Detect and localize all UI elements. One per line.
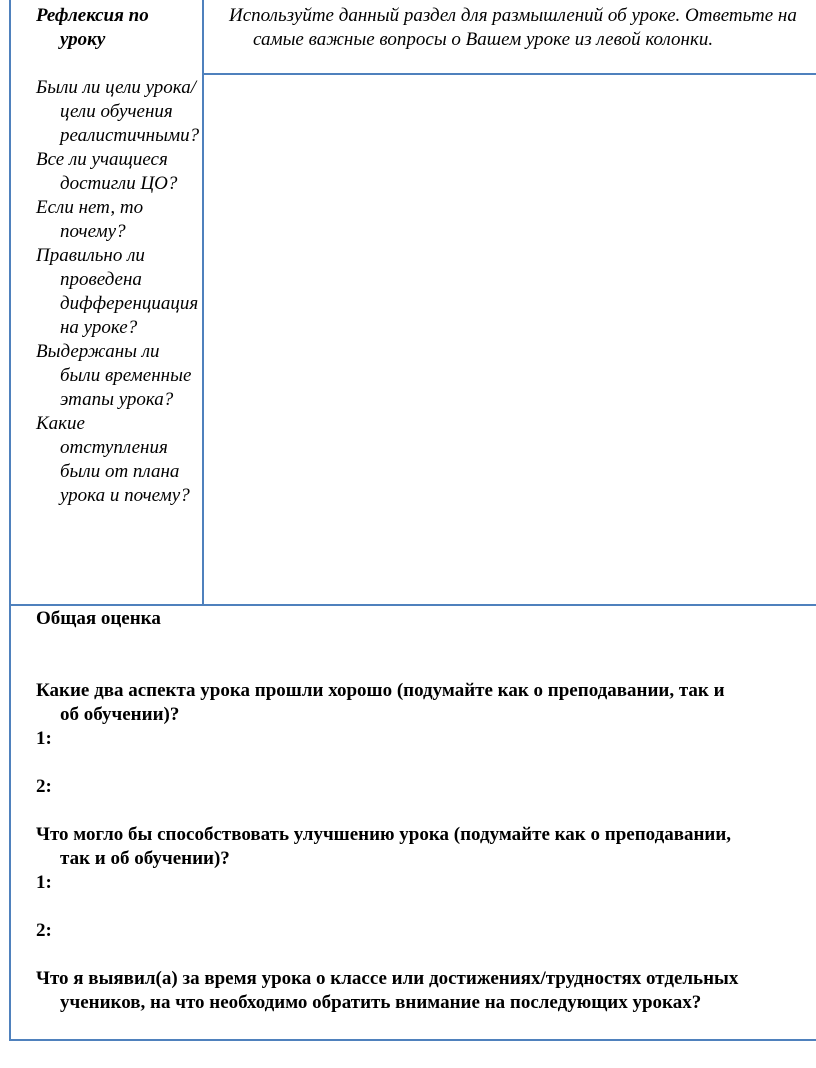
summary-cell xyxy=(36,607,816,1015)
reflection-questions-cell xyxy=(36,4,200,508)
reflection-instruction-cell xyxy=(229,4,816,52)
question-time-stages: Выдержаны ли были временные этапы урока? xyxy=(36,341,192,410)
summary-question-1-line-1: Какие два аспекта урока прошли хорошо (подумайте как о преподавании, так и xyxy=(36,680,725,701)
row-divider xyxy=(9,604,816,606)
reflection-instruction: Используйте данный раздел для размышлений об уроке. Ответьте на самые важные вопросы о Вашем уроке из левой колонки. xyxy=(229,5,797,50)
summary-answer-2-1: 1: xyxy=(36,872,52,893)
question-goals-realistic: Были ли цели урока/цели обучения реалистичными? xyxy=(36,77,200,146)
summary-question-2-line-2: так и об обучении)? xyxy=(60,848,230,869)
summary-answer-1-2: 2: xyxy=(36,776,52,797)
summary-answer-2-2: 2: xyxy=(36,920,52,941)
reflection-title: Рефлексия по уроку xyxy=(36,5,149,50)
question-if-not-why: Если нет, то почему? xyxy=(36,197,144,242)
summary-heading: Общая оценка xyxy=(36,608,161,629)
summary-question-1-line-2: об обучении)? xyxy=(60,704,180,725)
question-deviations: Какие отступления были от плана урока и почему? xyxy=(36,413,190,506)
question-differentiation: Правильно ли проведена дифференциация на уроке? xyxy=(36,245,199,338)
summary-answer-1-1: 1: xyxy=(36,728,52,749)
question-all-achieved: Все ли учащиеся достигли ЦО? xyxy=(36,149,178,194)
column-divider xyxy=(202,0,204,605)
summary-question-3-line-2: учеников, на что необходимо обратить внимание на последующих уроках? xyxy=(60,992,702,1013)
summary-question-2-line-1: Что могло бы способствовать улучшению урока (подумайте как о преподавании, xyxy=(36,824,732,845)
summary-question-3-line-1: Что я выявил(а) за время урока о классе или достижениях/трудностях отдельных xyxy=(36,968,739,989)
header-divider xyxy=(202,73,816,75)
